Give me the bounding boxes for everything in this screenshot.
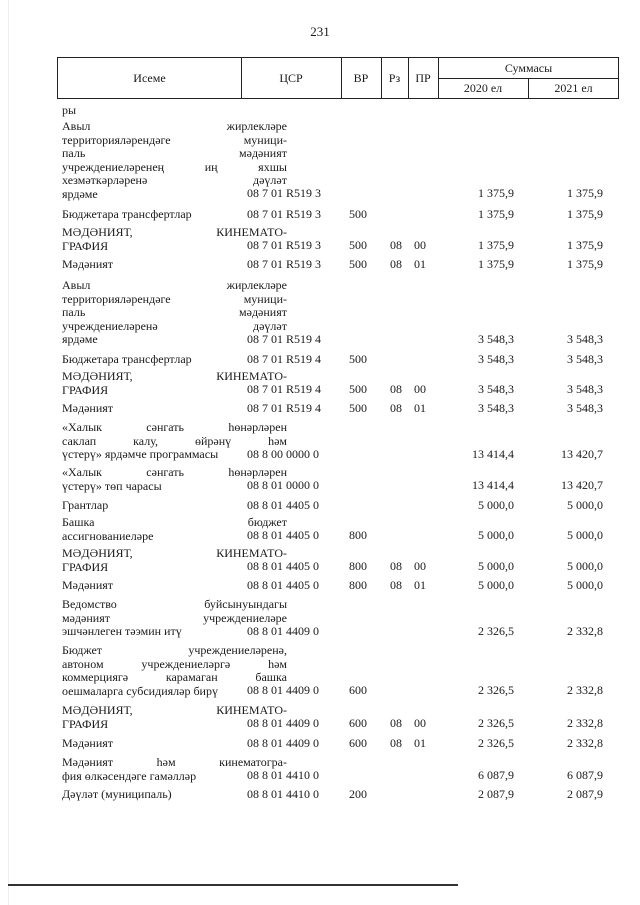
row-name-line: үстерү» ярдәмче программасы <box>62 447 219 461</box>
row-name-line: учреждениеләренә дәүләт <box>62 318 287 333</box>
row-sum-2020: 2 326,5 <box>478 623 514 638</box>
row-pr: 01 <box>414 735 426 750</box>
row-pr: 00 <box>414 716 426 730</box>
header-name: Исеме <box>133 70 166 85</box>
row-sum-2020: 2 326,5 <box>478 683 514 697</box>
table-row <box>57 644 619 698</box>
row-name-line: ГРАФИЯ <box>62 238 109 253</box>
row-name-line: коммерциягә карамаган башка <box>62 670 287 684</box>
row-sum-2021: 1 375,9 <box>567 206 603 221</box>
row-sum-2021: 3 548,3 <box>567 400 603 415</box>
row-name-line: МӘДӘНИЯТ, КИНЕМАТО- <box>62 225 287 239</box>
row-name-line: ГРАФИЯ <box>62 716 109 731</box>
row-vr: 500 <box>349 256 367 271</box>
row-name-line: ГРАФИЯ <box>62 559 109 574</box>
row-csr: 08 8 01 0000 0 <box>247 478 319 492</box>
row-sum-2020: 1 375,9 <box>478 256 514 271</box>
row-name-line: «Халык сәнгать һөнәрләрен <box>62 465 287 479</box>
row-pr: 01 <box>414 400 426 415</box>
header-vr: ВР <box>353 70 369 85</box>
row-sum-2021: 3 548,3 <box>567 331 603 346</box>
row-name-line: Авыл жирлекләре <box>62 119 287 133</box>
row-name-line: автоном учреждениеләргә һәм <box>62 656 287 671</box>
row-csr: 08 7 01 R519 3 <box>247 256 322 271</box>
table-row <box>57 120 619 201</box>
row-sum-2020: 3 548,3 <box>478 382 514 396</box>
row-csr: 08 7 01 R519 4 <box>247 400 322 415</box>
row-sum-2020: 5 000,0 <box>478 497 514 512</box>
row-rz: 08 <box>390 400 402 415</box>
row-sum-2020: 1 375,9 <box>478 238 514 252</box>
page-number: 231 <box>310 24 330 39</box>
row-sum-2020: 5 000,0 <box>478 577 514 592</box>
row-sum-2021: 5 000,0 <box>567 577 603 592</box>
row-rz: 08 <box>390 238 402 252</box>
row-sum-2020: 6 087,9 <box>478 768 514 782</box>
row-name-line: Мәдәният <box>62 736 114 750</box>
row-name-line: паль мәдәният <box>62 305 287 319</box>
row-csr: 08 8 01 4409 0 <box>247 735 319 750</box>
row-csr: 08 8 01 4405 0 <box>247 559 319 573</box>
row-name-line: Дәүләт (муниципаль) <box>62 787 172 801</box>
row-sum-2021: 5 000,0 <box>567 497 603 512</box>
row-csr: 08 8 01 4405 0 <box>247 497 319 512</box>
row-rz: 08 <box>390 256 402 271</box>
row-pr: 00 <box>414 559 426 573</box>
table-row <box>57 353 619 367</box>
row-sum-2021: 1 375,9 <box>567 238 603 252</box>
row-sum-2020: 2 087,9 <box>478 786 514 801</box>
row-vr: 500 <box>349 382 367 396</box>
table-row <box>57 516 619 543</box>
row-vr: 500 <box>349 351 367 366</box>
row-sum-2021: 2 332,8 <box>567 735 603 750</box>
row-name-line: хезмәткәрләренә дәүләт <box>62 173 287 187</box>
row-csr: 08 7 01 R519 4 <box>247 351 322 366</box>
row-name-line: паль мәдәният <box>62 146 287 160</box>
row-sum-2021: 1 375,9 <box>567 186 603 200</box>
row-csr: 08 8 01 4410 0 <box>247 786 319 801</box>
row-pr: 01 <box>414 577 426 592</box>
row-csr: 08 8 01 4405 0 <box>247 528 319 542</box>
row-name-line: саклап калу, өйрәнү һәм <box>62 433 287 448</box>
row-name-line: Бюджетара трансфертлар <box>62 207 192 221</box>
row-sum-2020: 2 326,5 <box>478 735 514 750</box>
row-csr: 08 8 01 4405 0 <box>247 577 319 592</box>
row-name-line: Мәдәният <box>62 401 114 415</box>
row-vr: 600 <box>349 716 367 730</box>
row-name-line: Мәдәният һәм кинематогра- <box>62 755 287 769</box>
row-csr: 08 8 00 0000 0 <box>247 446 319 461</box>
row-sum-2021: 5 000,0 <box>567 528 603 542</box>
header-sums: Суммасы <box>504 60 553 75</box>
row-sum-2021: 13 420,7 <box>561 478 603 492</box>
row-name-line: ры <box>62 103 77 117</box>
row-sum-2021: 3 548,3 <box>567 351 603 366</box>
row-rz: 08 <box>390 735 402 750</box>
row-name-line: ярдәме <box>62 186 98 201</box>
row-csr: 08 7 01 R519 4 <box>247 382 322 396</box>
table-row <box>57 547 619 574</box>
row-name-line: ярдәме <box>62 332 98 346</box>
row-rz: 08 <box>390 382 402 396</box>
row-name-line: эшчәнлеген тәэмин итү <box>62 624 182 638</box>
header-csr: ЦСР <box>279 70 303 85</box>
row-sum-2020: 13 414,4 <box>472 478 514 492</box>
row-name-line: Башка бюджет <box>62 515 287 529</box>
row-vr: 500 <box>349 238 367 252</box>
table-row <box>57 788 619 802</box>
table-row <box>57 466 619 493</box>
row-sum-2020: 2 326,5 <box>478 716 514 730</box>
table-row <box>57 756 619 783</box>
row-name-line: Авыл жирлекләре <box>62 278 287 292</box>
row-vr: 200 <box>349 786 367 801</box>
table-row <box>57 226 619 253</box>
table-row <box>57 737 619 751</box>
row-sum-2020: 3 548,3 <box>478 400 514 415</box>
row-sum-2020: 13 414,4 <box>472 446 514 461</box>
row-sum-2021: 6 087,9 <box>567 768 603 782</box>
row-vr: 800 <box>349 559 367 573</box>
row-vr: 600 <box>349 683 367 697</box>
header-year-2021: 2021 ел <box>554 80 593 95</box>
row-csr: 08 8 01 4409 0 <box>247 623 319 638</box>
table-row <box>57 104 619 118</box>
row-rz: 08 <box>390 559 402 573</box>
row-sum-2020: 5 000,0 <box>478 528 514 542</box>
row-sum-2021: 2 087,9 <box>567 786 603 801</box>
row-sum-2020: 1 375,9 <box>478 186 514 200</box>
row-csr: 08 7 01 R519 3 <box>247 186 322 200</box>
row-rz: 08 <box>390 577 402 592</box>
row-name-line: Ведомство буйсынуындагы <box>62 597 287 611</box>
row-vr: 500 <box>349 400 367 415</box>
row-name-line: учреждениеләренең иң яхшы <box>62 159 287 174</box>
row-name-line: ассигнованиеләре <box>62 528 154 543</box>
row-rz: 08 <box>390 716 402 730</box>
row-sum-2021: 2 332,8 <box>567 716 603 730</box>
row-sum-2021: 3 548,3 <box>567 382 603 396</box>
row-name-line: оешмаларга субсидияләр бирү <box>62 683 218 698</box>
table-row <box>57 421 619 462</box>
row-sum-2021: 5 000,0 <box>567 559 603 573</box>
row-sum-2020: 5 000,0 <box>478 559 514 573</box>
row-name-line: МӘДӘНИЯТ, КИНЕМАТО- <box>62 369 287 383</box>
header-year-2020: 2020 ел <box>463 80 503 95</box>
row-sum-2020: 3 548,3 <box>478 331 514 346</box>
header-rz: Рз <box>388 70 401 85</box>
table-row <box>57 258 619 272</box>
table-row <box>57 402 619 416</box>
row-name-line: территорияләрендәге муници- <box>62 132 287 147</box>
row-name-line: Бюджет учреждениеләренә, <box>62 643 287 657</box>
row-csr: 08 8 01 4409 0 <box>247 683 319 697</box>
table-row <box>57 579 619 593</box>
table-header <box>57 57 619 99</box>
row-sum-2020: 3 548,3 <box>478 351 514 366</box>
row-name-line: фия өлкәсендәге гамәлләр <box>62 768 197 783</box>
row-vr: 800 <box>349 577 367 592</box>
row-name-line: ГРАФИЯ <box>62 382 109 397</box>
row-csr: 08 7 01 R519 3 <box>247 238 322 252</box>
row-name-line: Мәдәният <box>62 257 114 271</box>
row-csr: 08 7 01 R519 3 <box>247 206 322 221</box>
row-csr: 08 8 01 4410 0 <box>247 768 319 782</box>
row-name-line: Мәдәният <box>62 578 114 592</box>
row-name-line: МӘДӘНИЯТ, КИНЕМАТО- <box>62 703 287 717</box>
row-sum-2021: 13 420,7 <box>561 446 603 461</box>
row-sum-2021: 1 375,9 <box>567 256 603 271</box>
header-pr: ПР <box>415 70 431 85</box>
row-name-line: МӘДӘНИЯТ, КИНЕМАТО- <box>62 546 287 560</box>
table-row <box>57 208 619 222</box>
table-row <box>57 499 619 513</box>
row-pr: 00 <box>414 382 426 396</box>
row-vr: 600 <box>349 735 367 750</box>
row-sum-2020: 1 375,9 <box>478 206 514 221</box>
row-name-line: мәдәният учреждениеләре <box>62 610 287 625</box>
row-pr: 01 <box>414 256 426 271</box>
table-row <box>57 704 619 731</box>
table-row <box>57 370 619 397</box>
row-sum-2021: 2 332,8 <box>567 683 603 697</box>
row-vr: 800 <box>349 528 367 542</box>
table-row <box>57 598 619 639</box>
table-row <box>57 279 619 347</box>
row-name-line: үстерү» төп чарасы <box>62 478 162 493</box>
row-name-line: Грантлар <box>62 498 109 512</box>
bottom-rule <box>8 884 458 886</box>
row-name <box>62 104 287 118</box>
row-name-line: Бюджетара трансфертлар <box>62 352 192 366</box>
row-name-line: «Халык сәнгать һөнәрләрен <box>62 420 287 434</box>
row-sum-2021: 2 332,8 <box>567 623 603 638</box>
row-name-line: территорияләрендәге муници- <box>62 291 287 306</box>
row-csr: 08 8 01 4409 0 <box>247 716 319 730</box>
page-edge-rule <box>8 0 9 905</box>
row-vr: 500 <box>349 206 367 221</box>
row-pr: 00 <box>414 238 426 252</box>
row-csr: 08 7 01 R519 4 <box>247 331 322 346</box>
